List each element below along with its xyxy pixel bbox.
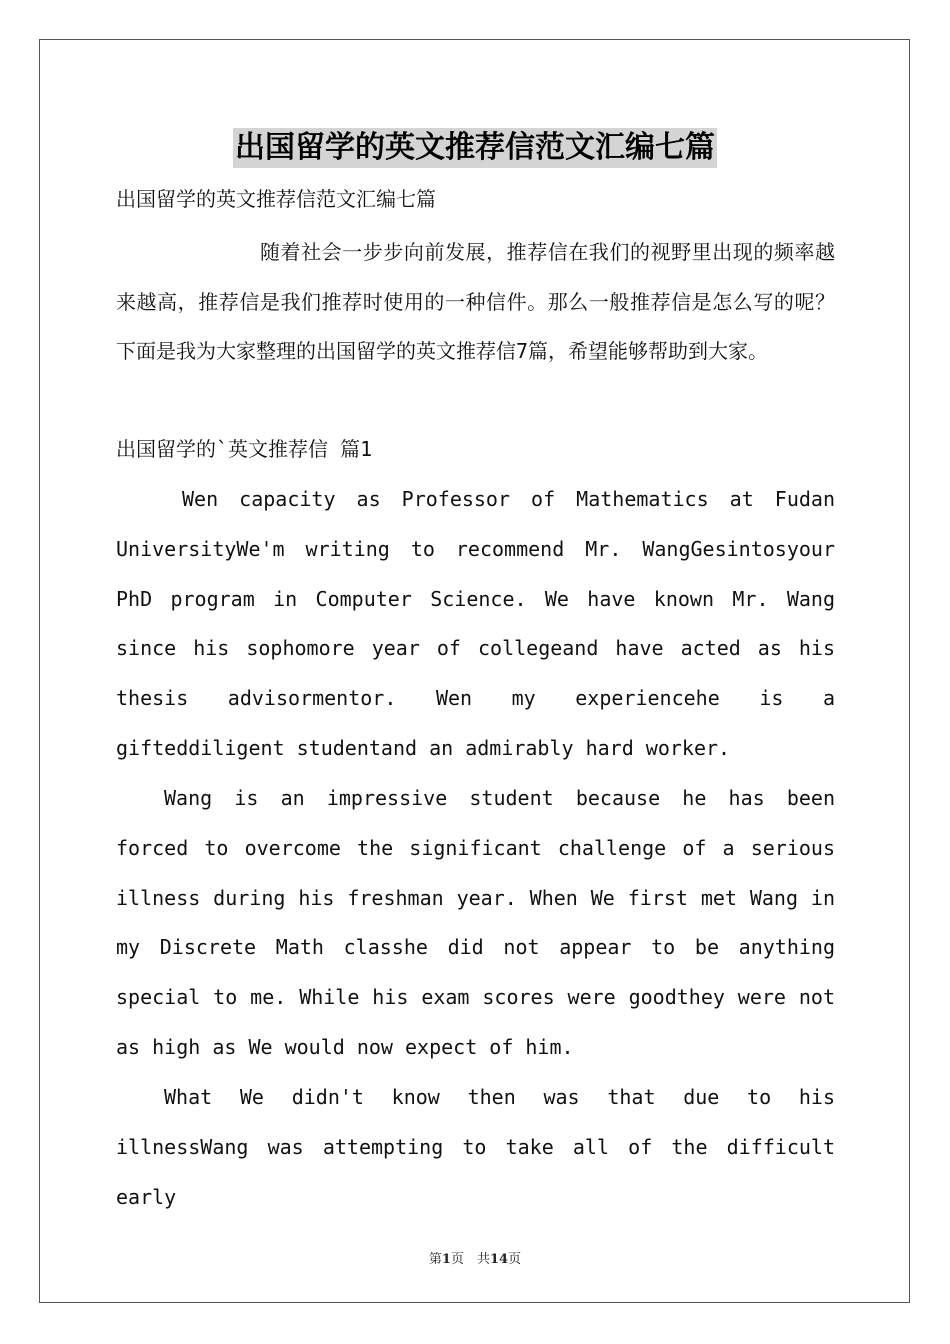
body-paragraph-3: What We didn't know then was that due to his illnessWang was attempting to take all of the difficult early bbox=[116, 1085, 835, 1209]
footer-page-total: 14 bbox=[489, 1252, 509, 1267]
footer-page-prefix: 第 bbox=[428, 1252, 442, 1267]
section-heading: 出国留学的`英文推荐信 篇1 bbox=[116, 437, 373, 461]
body-paragraph-1: Wen capacity as Professor of Mathematics at Fudan UniversityWe'm writing to recommend Mr. WangGesintosyour PhD program in Computer Science. We have known Mr. Wang since his sophomore year of collegeand have acted as his thesis advisormentor. Wen my experiencehe is a gifteddiligent studentand an admirably hard worker. bbox=[116, 487, 835, 760]
title-wrap bbox=[0, 128, 950, 168]
page-footer bbox=[0, 1248, 950, 1267]
document-title: 出国留学的英文推荐信范文汇编七篇 bbox=[233, 128, 717, 168]
footer-page-mid: 页 共 bbox=[450, 1252, 490, 1267]
footer-page-current: 1 bbox=[441, 1252, 451, 1267]
footer-page-suffix: 页 bbox=[508, 1252, 522, 1267]
body-paragraph-2: Wang is an impressive student because he has been forced to overcome the significant challenge of a serious illness during his freshman year. When We first met Wang in my Discrete Math classhe did not appear to be anything special to me. While his exam scores were goodthey were not as high as We would now expect of him. bbox=[116, 786, 835, 1059]
intro-paragraph: 随着社会一步步向前发展，推荐信在我们的视野里出现的频率越来越高，推荐信是我们推荐时使用的一种信件。那么一般推荐信是怎么写的呢？下面是我为大家整理的出国留学的英文推荐信7篇，希望能够帮助到大家。 bbox=[116, 240, 835, 364]
document-subtitle: 出国留学的英文推荐信范文汇编七篇 bbox=[116, 187, 436, 211]
